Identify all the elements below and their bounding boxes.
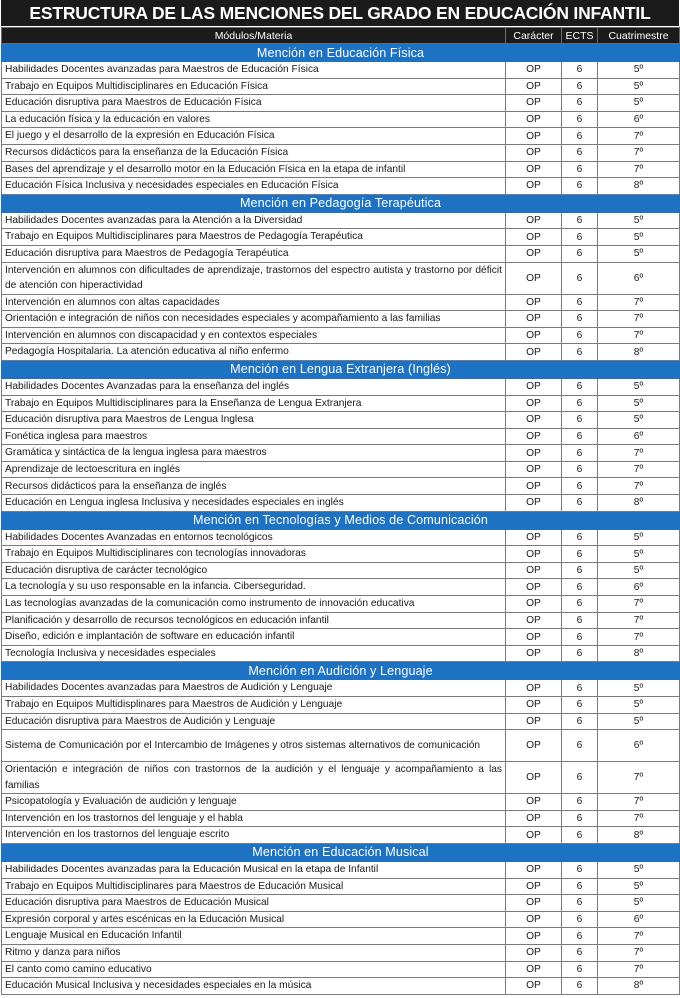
subject-ects: 6 bbox=[562, 229, 598, 246]
table-row bbox=[2, 928, 680, 945]
subject-cuatrimestre: 5º bbox=[598, 878, 680, 895]
subject-ects: 6 bbox=[562, 928, 598, 945]
section-header-row bbox=[2, 662, 680, 680]
table-row bbox=[2, 546, 680, 563]
subject-name: Educación Musical Inclusiva y necesidades especiales en la música bbox=[2, 978, 506, 995]
subject-cuatrimestre: 5º bbox=[598, 395, 680, 412]
subject-caracter: OP bbox=[506, 546, 562, 563]
table-row bbox=[2, 944, 680, 961]
subject-cuatrimestre: 7º bbox=[598, 762, 680, 794]
subject-cuatrimestre: 8º bbox=[598, 344, 680, 361]
subject-cuatrimestre: 6º bbox=[598, 111, 680, 128]
subject-cuatrimestre: 7º bbox=[598, 794, 680, 811]
subject-cuatrimestre: 5º bbox=[598, 78, 680, 95]
subject-caracter: OP bbox=[506, 562, 562, 579]
subject-cuatrimestre: 7º bbox=[598, 961, 680, 978]
subject-name: Psicopatología y Evaluación de audición y lenguaje bbox=[2, 794, 506, 811]
subject-name: Orientación e integración de niños con necesidades especiales y acompañamiento a las familias bbox=[2, 311, 506, 328]
subject-ects: 6 bbox=[562, 827, 598, 844]
table-row bbox=[2, 461, 680, 478]
subject-caracter: OP bbox=[506, 680, 562, 697]
subject-ects: 6 bbox=[562, 596, 598, 613]
table-row bbox=[2, 579, 680, 596]
subject-ects: 6 bbox=[562, 161, 598, 178]
section-header-row bbox=[2, 843, 680, 861]
subject-ects: 6 bbox=[562, 579, 598, 596]
subject-ects: 6 bbox=[562, 311, 598, 328]
subject-ects: 6 bbox=[562, 978, 598, 995]
subject-caracter: OP bbox=[506, 827, 562, 844]
table-row bbox=[2, 128, 680, 145]
table-row bbox=[2, 445, 680, 462]
subject-caracter: OP bbox=[506, 645, 562, 662]
subject-caracter: OP bbox=[506, 95, 562, 112]
subject-caracter: OP bbox=[506, 62, 562, 79]
subject-caracter: OP bbox=[506, 311, 562, 328]
subject-caracter: OP bbox=[506, 861, 562, 878]
subject-ects: 6 bbox=[562, 895, 598, 912]
table-row bbox=[2, 961, 680, 978]
table-row bbox=[2, 262, 680, 294]
table-row bbox=[2, 395, 680, 412]
subject-caracter: OP bbox=[506, 911, 562, 928]
subject-name: Planificación y desarrollo de recursos tecnológicos en educación infantil bbox=[2, 612, 506, 629]
section-title: Mención en Educación Física bbox=[2, 44, 680, 62]
section-header-row bbox=[2, 511, 680, 529]
section-header-row bbox=[2, 194, 680, 212]
subject-name: Trabajo en Equipos Multidisciplinares para la Enseñanza de Lengua Extranjera bbox=[2, 395, 506, 412]
subject-name: Trabajo en Equipos Multidisciplinares para Maestros de Pedagogía Terapéutica bbox=[2, 229, 506, 246]
subject-ects: 6 bbox=[562, 395, 598, 412]
subject-name: Educación Física Inclusiva y necesidades especiales en Educación Física bbox=[2, 178, 506, 195]
table-row bbox=[2, 378, 680, 395]
subject-name: Educación en Lengua inglesa Inclusiva y necesidades especiales en inglés bbox=[2, 495, 506, 512]
subject-cuatrimestre: 7º bbox=[598, 629, 680, 646]
subject-name: La tecnología y su uso responsable en la infancia. Ciberseguridad. bbox=[2, 579, 506, 596]
subject-caracter: OP bbox=[506, 730, 562, 762]
table-row bbox=[2, 596, 680, 613]
subject-cuatrimestre: 5º bbox=[598, 697, 680, 714]
subject-name: Gramática y sintáctica de la lengua inglesa para maestros bbox=[2, 445, 506, 462]
subject-name: Fonética inglesa para maestros bbox=[2, 428, 506, 445]
subject-ects: 6 bbox=[562, 412, 598, 429]
subject-ects: 6 bbox=[562, 961, 598, 978]
subject-name: Educación disruptiva de carácter tecnológico bbox=[2, 562, 506, 579]
subject-caracter: OP bbox=[506, 944, 562, 961]
subject-ects: 6 bbox=[562, 629, 598, 646]
table-header-row bbox=[2, 28, 680, 44]
subject-caracter: OP bbox=[506, 629, 562, 646]
table-row bbox=[2, 311, 680, 328]
table-row bbox=[2, 978, 680, 995]
subject-ects: 6 bbox=[562, 428, 598, 445]
subject-cuatrimestre: 5º bbox=[598, 378, 680, 395]
section-title: Mención en Pedagogía Terapéutica bbox=[2, 194, 680, 212]
table-row bbox=[2, 730, 680, 762]
subject-caracter: OP bbox=[506, 762, 562, 794]
table-row bbox=[2, 529, 680, 546]
header-caracter: Carácter bbox=[506, 28, 562, 44]
subject-ects: 6 bbox=[562, 861, 598, 878]
subject-cuatrimestre: 7º bbox=[598, 144, 680, 161]
table-row bbox=[2, 111, 680, 128]
table-row bbox=[2, 911, 680, 928]
section-title: Mención en Lengua Extranjera (Inglés) bbox=[2, 360, 680, 378]
subject-caracter: OP bbox=[506, 612, 562, 629]
table-row bbox=[2, 495, 680, 512]
subject-cuatrimestre: 8º bbox=[598, 978, 680, 995]
subject-caracter: OP bbox=[506, 144, 562, 161]
subject-name: Trabajo en Equipos Multidisciplinares para Maestros de Educación Musical bbox=[2, 878, 506, 895]
subject-caracter: OP bbox=[506, 111, 562, 128]
subject-cuatrimestre: 5º bbox=[598, 245, 680, 262]
subject-caracter: OP bbox=[506, 461, 562, 478]
subject-name: Intervención en los trastornos del lenguaje y el habla bbox=[2, 810, 506, 827]
subject-name: Intervención en alumnos con altas capacidades bbox=[2, 294, 506, 311]
table-row bbox=[2, 62, 680, 79]
subject-caracter: OP bbox=[506, 895, 562, 912]
table-row bbox=[2, 161, 680, 178]
subject-ects: 6 bbox=[562, 461, 598, 478]
subject-name: Pedagogía Hospitalaria. La atención educativa al niño enfermo bbox=[2, 344, 506, 361]
subject-ects: 6 bbox=[562, 762, 598, 794]
subject-caracter: OP bbox=[506, 161, 562, 178]
subject-cuatrimestre: 7º bbox=[598, 327, 680, 344]
subject-caracter: OP bbox=[506, 262, 562, 294]
subject-cuatrimestre: 7º bbox=[598, 311, 680, 328]
subject-name: Tecnología Inclusiva y necesidades especiales bbox=[2, 645, 506, 662]
subject-caracter: OP bbox=[506, 212, 562, 229]
subject-name: Educación disruptiva para Maestros de Lengua Inglesa bbox=[2, 412, 506, 429]
subject-cuatrimestre: 7º bbox=[598, 612, 680, 629]
table-row bbox=[2, 645, 680, 662]
subject-cuatrimestre: 6º bbox=[598, 262, 680, 294]
subject-ects: 6 bbox=[562, 612, 598, 629]
subject-caracter: OP bbox=[506, 495, 562, 512]
subject-caracter: OP bbox=[506, 395, 562, 412]
subject-cuatrimestre: 5º bbox=[598, 212, 680, 229]
table-row bbox=[2, 344, 680, 361]
subject-ects: 6 bbox=[562, 713, 598, 730]
table-row bbox=[2, 412, 680, 429]
table-row bbox=[2, 612, 680, 629]
subject-ects: 6 bbox=[562, 128, 598, 145]
table-row bbox=[2, 895, 680, 912]
table-row bbox=[2, 562, 680, 579]
subject-cuatrimestre: 5º bbox=[598, 412, 680, 429]
header-modulos: Módulos/Materia bbox=[2, 28, 506, 44]
subject-cuatrimestre: 5º bbox=[598, 713, 680, 730]
subject-cuatrimestre: 7º bbox=[598, 445, 680, 462]
subject-name: Aprendizaje de lectoescritura en inglés bbox=[2, 461, 506, 478]
subject-cuatrimestre: 7º bbox=[598, 128, 680, 145]
subject-name: La educación física y la educación en valores bbox=[2, 111, 506, 128]
subject-cuatrimestre: 7º bbox=[598, 478, 680, 495]
subject-name: Intervención en alumnos con dificultades de aprendizaje, trastornos del espectro autista y trastorno por déficit de atención con hiperactividad bbox=[2, 262, 506, 294]
subject-name: Ritmo y danza para niños bbox=[2, 944, 506, 961]
table-body bbox=[2, 44, 680, 995]
subject-ects: 6 bbox=[562, 245, 598, 262]
subject-cuatrimestre: 7º bbox=[598, 928, 680, 945]
page-title: ESTRUCTURA DE LAS MENCIONES DEL GRADO EN EDUCACIÓN INFANTIL bbox=[1, 0, 679, 27]
subject-caracter: OP bbox=[506, 596, 562, 613]
subject-cuatrimestre: 7º bbox=[598, 596, 680, 613]
subject-caracter: OP bbox=[506, 961, 562, 978]
subject-ects: 6 bbox=[562, 262, 598, 294]
subject-ects: 6 bbox=[562, 944, 598, 961]
table-row bbox=[2, 713, 680, 730]
subject-caracter: OP bbox=[506, 178, 562, 195]
subject-ects: 6 bbox=[562, 680, 598, 697]
subject-caracter: OP bbox=[506, 428, 562, 445]
subject-ects: 6 bbox=[562, 178, 598, 195]
subject-name: Habilidades Docentes avanzadas para la Educación Musical en la etapa de Infantil bbox=[2, 861, 506, 878]
section-title: Mención en Audición y Lenguaje bbox=[2, 662, 680, 680]
subject-caracter: OP bbox=[506, 697, 562, 714]
table-row bbox=[2, 629, 680, 646]
subject-name: Orientación e integración de niños con trastornos de la audición y el lenguaje y acompañamiento a las familias bbox=[2, 762, 506, 794]
header-cuatrimestre: Cuatrimestre bbox=[598, 28, 680, 44]
subject-ects: 6 bbox=[562, 810, 598, 827]
table-row bbox=[2, 245, 680, 262]
subject-cuatrimestre: 8º bbox=[598, 827, 680, 844]
subject-caracter: OP bbox=[506, 445, 562, 462]
subject-caracter: OP bbox=[506, 478, 562, 495]
table-row bbox=[2, 478, 680, 495]
subject-name: Trabajo en Equipos Multidisciplinares con tecnologías innovadoras bbox=[2, 546, 506, 563]
subject-cuatrimestre: 7º bbox=[598, 461, 680, 478]
subject-cuatrimestre: 6º bbox=[598, 428, 680, 445]
subject-caracter: OP bbox=[506, 579, 562, 596]
subject-caracter: OP bbox=[506, 794, 562, 811]
subject-name: Las tecnologías avanzadas de la comunicación como instrumento de innovación educativa bbox=[2, 596, 506, 613]
subject-name: Lenguaje Musical en Educación Infantil bbox=[2, 928, 506, 945]
subject-cuatrimestre: 7º bbox=[598, 161, 680, 178]
subject-name: El juego y el desarrollo de la expresión en Educación Física bbox=[2, 128, 506, 145]
subject-cuatrimestre: 8º bbox=[598, 495, 680, 512]
subject-ects: 6 bbox=[562, 95, 598, 112]
subject-name: Habilidades Docentes Avanzadas para la enseñanza del inglés bbox=[2, 378, 506, 395]
subject-ects: 6 bbox=[562, 445, 598, 462]
subject-name: Recursos didácticos para la enseñanza de inglés bbox=[2, 478, 506, 495]
subject-cuatrimestre: 6º bbox=[598, 911, 680, 928]
subject-ects: 6 bbox=[562, 495, 598, 512]
subject-name: Expresión corporal y artes escénicas en la Educación Musical bbox=[2, 911, 506, 928]
subject-cuatrimestre: 5º bbox=[598, 861, 680, 878]
table-row bbox=[2, 294, 680, 311]
subject-caracter: OP bbox=[506, 128, 562, 145]
subject-caracter: OP bbox=[506, 529, 562, 546]
subject-name: El canto como camino educativo bbox=[2, 961, 506, 978]
subject-cuatrimestre: 8º bbox=[598, 178, 680, 195]
table-row bbox=[2, 178, 680, 195]
table-row bbox=[2, 327, 680, 344]
subject-caracter: OP bbox=[506, 878, 562, 895]
subject-ects: 6 bbox=[562, 697, 598, 714]
table-row bbox=[2, 810, 680, 827]
section-title: Mención en Educación Musical bbox=[2, 843, 680, 861]
subject-caracter: OP bbox=[506, 928, 562, 945]
subject-caracter: OP bbox=[506, 412, 562, 429]
subject-name: Diseño, edición e implantación de software en educación infantil bbox=[2, 629, 506, 646]
subject-ects: 6 bbox=[562, 645, 598, 662]
subject-ects: 6 bbox=[562, 378, 598, 395]
subject-name: Educación disruptiva para Maestros de Audición y Lenguaje bbox=[2, 713, 506, 730]
subject-cuatrimestre: 5º bbox=[598, 95, 680, 112]
subject-cuatrimestre: 5º bbox=[598, 680, 680, 697]
subject-name: Intervención en alumnos con discapacidad y en contextos especiales bbox=[2, 327, 506, 344]
subject-cuatrimestre: 6º bbox=[598, 579, 680, 596]
subject-name: Educación disruptiva para Maestros de Educación Musical bbox=[2, 895, 506, 912]
subject-ects: 6 bbox=[562, 794, 598, 811]
table-row bbox=[2, 794, 680, 811]
table-row bbox=[2, 680, 680, 697]
subject-ects: 6 bbox=[562, 78, 598, 95]
subject-caracter: OP bbox=[506, 713, 562, 730]
table-row bbox=[2, 78, 680, 95]
subject-caracter: OP bbox=[506, 294, 562, 311]
table-row bbox=[2, 878, 680, 895]
subject-name: Habilidades Docentes Avanzadas en entornos tecnológicos bbox=[2, 529, 506, 546]
subject-name: Educación disruptiva para Maestros de Educación Física bbox=[2, 95, 506, 112]
subject-ects: 6 bbox=[562, 911, 598, 928]
table-row bbox=[2, 212, 680, 229]
subject-cuatrimestre: 5º bbox=[598, 895, 680, 912]
subject-name: Habilidades Docentes avanzadas para la Atención a la Diversidad bbox=[2, 212, 506, 229]
subject-ects: 6 bbox=[562, 327, 598, 344]
subject-name: Habilidades Docentes avanzadas para Maestros de Educación Física bbox=[2, 62, 506, 79]
subject-ects: 6 bbox=[562, 546, 598, 563]
subject-cuatrimestre: 7º bbox=[598, 944, 680, 961]
subject-cuatrimestre: 5º bbox=[598, 229, 680, 246]
subject-name: Intervención en los trastornos del lenguaje escrito bbox=[2, 827, 506, 844]
table-row bbox=[2, 229, 680, 246]
subject-caracter: OP bbox=[506, 810, 562, 827]
subject-caracter: OP bbox=[506, 78, 562, 95]
subject-name: Recursos didácticos para la enseñanza de la Educación Física bbox=[2, 144, 506, 161]
mentions-table bbox=[1, 27, 680, 995]
subject-cuatrimestre: 5º bbox=[598, 546, 680, 563]
table-row bbox=[2, 428, 680, 445]
table-row bbox=[2, 144, 680, 161]
section-header-row bbox=[2, 360, 680, 378]
header-ects: ECTS bbox=[562, 28, 598, 44]
table-row bbox=[2, 762, 680, 794]
subject-ects: 6 bbox=[562, 111, 598, 128]
subject-name: Bases del aprendizaje y el desarrollo motor en la Educación Física en la etapa de infantil bbox=[2, 161, 506, 178]
subject-caracter: OP bbox=[506, 978, 562, 995]
subject-ects: 6 bbox=[562, 529, 598, 546]
subject-cuatrimestre: 7º bbox=[598, 294, 680, 311]
subject-ects: 6 bbox=[562, 144, 598, 161]
subject-caracter: OP bbox=[506, 344, 562, 361]
subject-cuatrimestre: 5º bbox=[598, 62, 680, 79]
subject-ects: 6 bbox=[562, 730, 598, 762]
subject-ects: 6 bbox=[562, 344, 598, 361]
mentions-sheet bbox=[1, 0, 679, 995]
subject-ects: 6 bbox=[562, 878, 598, 895]
subject-name: Trabajo en Equipos Multidisplinares para Maestros de Audición y Lenguaje bbox=[2, 697, 506, 714]
subject-ects: 6 bbox=[562, 478, 598, 495]
subject-caracter: OP bbox=[506, 327, 562, 344]
table-row bbox=[2, 861, 680, 878]
subject-ects: 6 bbox=[562, 212, 598, 229]
subject-caracter: OP bbox=[506, 229, 562, 246]
table-row bbox=[2, 697, 680, 714]
subject-ects: 6 bbox=[562, 294, 598, 311]
subject-name: Habilidades Docentes avanzadas para Maestros de Audición y Lenguaje bbox=[2, 680, 506, 697]
subject-cuatrimestre: 5º bbox=[598, 529, 680, 546]
subject-name: Sistema de Comunicación por el Intercambio de Imágenes y otros sistemas alternativos de comunicación bbox=[2, 730, 506, 762]
subject-cuatrimestre: 8º bbox=[598, 645, 680, 662]
subject-ects: 6 bbox=[562, 62, 598, 79]
subject-cuatrimestre: 5º bbox=[598, 562, 680, 579]
subject-cuatrimestre: 7º bbox=[598, 810, 680, 827]
subject-cuatrimestre: 6º bbox=[598, 730, 680, 762]
table-row bbox=[2, 95, 680, 112]
table-row bbox=[2, 827, 680, 844]
section-header-row bbox=[2, 44, 680, 62]
subject-caracter: OP bbox=[506, 245, 562, 262]
subject-caracter: OP bbox=[506, 378, 562, 395]
subject-name: Educación disruptiva para Maestros de Pedagogía Terapéutica bbox=[2, 245, 506, 262]
subject-ects: 6 bbox=[562, 562, 598, 579]
subject-name: Trabajo en Equipos Multidisciplinares en Educación Física bbox=[2, 78, 506, 95]
section-title: Mención en Tecnologías y Medios de Comunicación bbox=[2, 511, 680, 529]
